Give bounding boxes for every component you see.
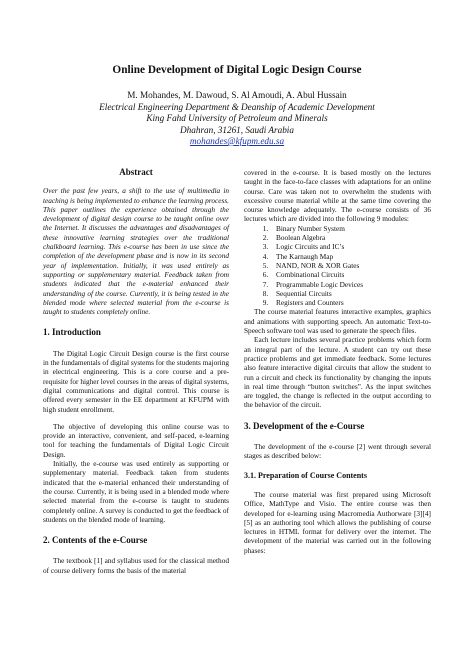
intro-paragraph-3: Initially, the e-course was used entirely as supporting or supplementary material. Feedback taken from students indicated that the e-material enhanced their understanding of the course. Currently, it is being used in a blended mode where selected material from the e-course is taught to students completely online. A survey is conducted to get the feedback of students on the blended mode of learning.: [43, 459, 229, 524]
contents-paragraph-1: The textbook [1] and syllabus used for the classical method of course delivery forms the basis of the material: [43, 556, 229, 575]
list-item: 6. Combinational Circuits: [270, 270, 431, 279]
right-column: [244, 168, 431, 555]
section-heading-development: 3. Development of the e-Course: [244, 420, 365, 431]
list-item: 9. Registers and Counters: [270, 298, 431, 307]
development-paragraph-2: The course material was first prepared using Microsoft Office, MathType and Visio. The entire course was then developed for e-learning using Macromedia Authorware [3][4][5] as an authoring tool which allows the publishing of course lectures in HTML format for delivery over the internet. The development of the material was carried out in the following phases:: [244, 489, 431, 555]
abstract-heading: Abstract: [119, 167, 153, 177]
intro-paragraph-1: The Digital Logic Circuit Design course is the first course in the fundamentals of digital systems for the students majoring in electrical engineering. This is a core course and a pre-requisite for higher level courses in the areas of digital systems, digital communications and digital control. This course is offered every semester in the EE department at KFUPM with high student enrollment.: [43, 348, 229, 414]
affiliation-university: King Fahd University of Petroleum and Minerals: [146, 113, 328, 123]
intro-paragraph-2: The objective of developing this online course was to provide an interactive, convenient, and self-paced, e-learning tool for teaching the fundamentals of Digital Logic Circuit Design.: [43, 421, 229, 459]
list-item: 7. Programmable Logic Devices: [270, 280, 431, 289]
paper-header: [0, 64, 474, 148]
list-item: 3. Logic Circuits and IC’s: [270, 242, 431, 251]
list-item: 8. Sequential Circuits: [270, 289, 431, 298]
section-heading-contents: 2. Contents of the e-Course: [43, 535, 148, 546]
affiliation-location: Dhahran, 31261, Saudi Arabia: [180, 124, 294, 135]
list-item: 2. Boolean Algebra: [270, 233, 431, 242]
section-heading-introduction: 1. Introduction: [43, 327, 101, 338]
list-item: 5. NAND, NOR & XOR Gates: [270, 261, 431, 270]
contents-paragraph-continued: covered in the e-course. It is based mostly on the lectures taught in the face-to-face classes with adaptations for an online course. Care was taken not to overwhelm the students with excessive course material while at the same time covering the course knowledge adequately. The e-course consists of 36 lectures which are divided into the following 9 modules:: [244, 168, 431, 224]
module-list: [244, 224, 431, 308]
paper-title: Online Development of Digital Logic Design Course: [112, 64, 362, 76]
list-item: 4. The Karnaugh Map: [270, 252, 431, 261]
contents-paragraph-3: Each lecture includes several practice problems which form an integral part of the lecture. A student can try out these practice problems and get immediate feedback. Some lectures also feature interactive digital circuits that allow the student to run a circuit and check its functionality by changing the inputs in real time through “button switches”. As the input switches are toggled, the change is reflected in the output according to the behavior of the circuit.: [244, 335, 431, 410]
abstract-text: Over the past few years, a shift to the use of multimedia in teaching is being implemented to enhance the learning process. This paper outlines the experience obtained through the development of digital design course to be taught online over the Internet. It discusses the advantages and disadvantages of these innovative learning strategies over the traditional chalkboard learning. This e-course has been in use since the completion of the development phase and is now in its second year of implementation. Initially, it was used entirely as supporting or supplementary material. Feedback taken from students indicated that the e-material enhanced their understanding of the course. Currently, it is being tested in the blended mode where selected material from the e-course is taught to students completely online.: [43, 186, 229, 317]
development-paragraph-1: The development of the e-course [2] went through several stages as described below:: [244, 442, 431, 461]
author-email-link[interactable]: mohandes@kfupm.edu.sa: [189, 136, 285, 146]
list-item: 1. Binary Number System: [270, 224, 431, 233]
contents-paragraph-2: The course material features interactive examples, graphics and animations with supporting speech. An automatic Text-to-Speech software tool was used to generate the speech files.: [244, 307, 431, 336]
subsection-heading-preparation: 3.1. Preparation of Course Contents: [244, 470, 367, 480]
affiliation-department: Electrical Engineering Department & Deanship of Academic Development: [99, 101, 375, 112]
left-column: [43, 168, 229, 575]
paper-authors: M. Mohandes, M. Dawoud, S. Al Amoudi, A. Abul Hussain: [127, 90, 347, 100]
